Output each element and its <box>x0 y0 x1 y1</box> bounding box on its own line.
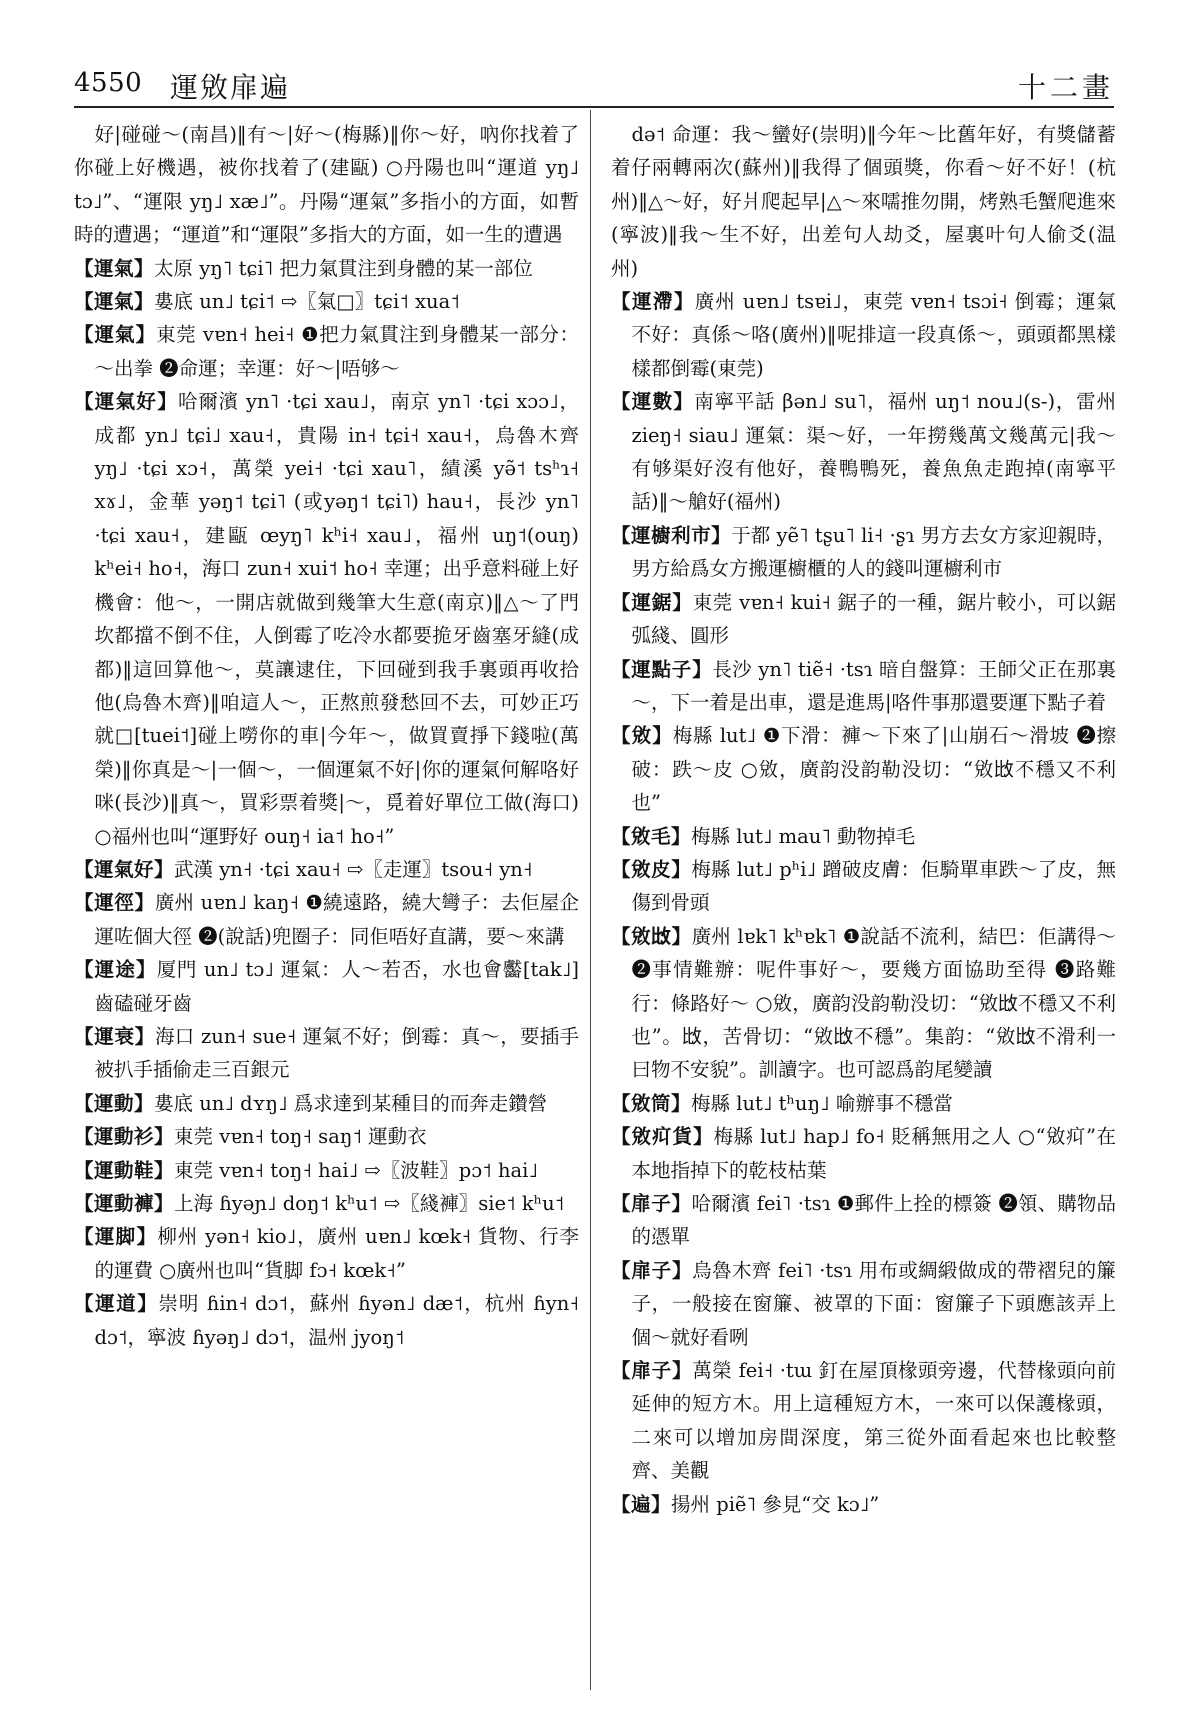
dictionary-entry: 【運衰】海口 zun˧ sue˧ 運氣不好；倒霉：真～，要插手被扒手插偷走三百銀元 <box>74 1024 579 1082</box>
dictionary-entry: 【運脚】柳州 yən˧ kio˩，廣州 uɐn˩ kœk˧ 貨物、行李的運費 ○廣州也叫“貨脚 fɔ˧ kœk˧” <box>74 1225 579 1282</box>
dictionary-entry: 【運氣好】武漢 yn˧ ·tɕi xau˧ ⇨〖走運〗tsou˧ yn˧ <box>74 857 533 881</box>
running-head: 運敓扉遍 <box>170 71 291 104</box>
dictionary-entry: 【敓㽱貨】梅縣 lut˩ hap˩ fo˧ 貶稱無用之人 ○“敓㽱”在本地指掉下的乾枝枯葉 <box>611 1125 1116 1182</box>
dictionary-entry: 【運滯】廣州 uɐn˩ tsɐi˩，東莞 vɐn˧ tsɔi˧ 倒霉；運氣不好：真係～咯(廣州)‖呢排這一段真係～，頭頭都黑樣樣都倒霉(東莞) <box>611 290 1116 380</box>
dictionary-entry: 【敓皮】梅縣 lut˩ pʰi˩ 蹭破皮膚：佢騎單車跌～了皮，無傷到骨頭 <box>611 857 1116 915</box>
dictionary-entry: 【運動鞋】東莞 vɐn˧ toŋ˧ hai˩ ⇨〖波鞋〗pɔ˦ hai˩ <box>74 1158 539 1182</box>
dictionary-entry: 【運氣】東莞 vɐn˧ hei˧ ❶把力氣貫注到身體某一部分：～出拳 ❷命運；幸運：好～|唔够～ <box>74 323 579 380</box>
dictionary-entry: 【運途】厦門 un˩ tɔ˩ 運氣：人～若否，水也會齾[tak˩]齒磕碰牙齒 <box>74 958 579 1015</box>
stroke-count-label: 十二畫 <box>1017 71 1114 104</box>
dictionary-entry: 【運動】婁底 un˩ dʏŋ˩ 爲求達到某種目的而奔走鑽營 <box>74 1091 548 1115</box>
dictionary-entry: 【運鋸】東莞 vɐn˧ kui˧ 鋸子的一種，鋸片較小，可以鋸弧綫、圓形 <box>611 590 1116 648</box>
dictionary-entry: 【運點子】長沙 yn˥ tiẽ˧ ·tsɿ 暗自盤算：王師父正在那裏～，下一着是出車，還是進馬|咯件事那還要運下點子着 <box>611 657 1116 714</box>
dictionary-entry: 好|碰碰～(南昌)‖有～|好～(梅縣)‖你～好，吶你找着了你碰上好機遇，被你找着了(建甌) ○丹陽也叫“運道 yŋ˩ tɔ˩”、“運限 yŋ˩ xæ˩”。丹陽“運氣”多指小的方面，如暫時的遭遇；“運道”和“運限”多指大的方面，如一生的遭遇 <box>74 123 579 247</box>
dictionary-entry: 【運氣】太原 yŋ˥ tɕi˥ 把力氣貫注到身體的某一部位 <box>74 256 533 280</box>
left-column <box>74 118 579 1698</box>
dictionary-entry: 【運氣好】哈爾濱 yn˥ ·tɕi xau˩，南京 yn˥ ·tɕi xɔɔ˩，成都 yn˩ tɕi˩ xau˧，貴陽 in˧ tɕi˧ xau˧，烏魯木齊 yŋ˩ ·tɕi xɔ˧，萬榮 yei˧ ·tɕi xau˥，績溪 yə̃˦ tsʰɿ˧ xɤ˩，金華 yəŋ˦ tɕi˥ (或yəŋ˦ tɕi˥) hau˧，長沙 yn˥ ·tɕi xau˧，建甌 œyŋ˥ kʰi˧ xau˩，福州 uŋ˦(ouŋ) kʰei˧ ho˧，海口 zun˧ xui˦ ho˧ 幸運；出乎意料碰上好機會：他～，一開店就做到幾筆大生意(南京)‖△～了門坎都擋不倒不住，人倒霉了吃冷水都要㧪牙齒塞牙縫(成都)‖這回算他～，莫讓逮住，下回碰到我手裏頭再收拾他(烏魯木齊)‖咱這人～，正熬煎發愁回不去，可妙正巧就□[tuei˦]碰上嘮你的車|今年～，做買賣掙下錢啦(萬榮)‖你真是～|一個～，一個運氣不好|你的運氣何解咯好咪(長沙)‖真～，買彩票着獎|～，覓着好單位工做(海口) ○福州也叫“運野好 ouŋ˧ ia˦ ho˧” <box>74 390 579 848</box>
column-divider <box>590 110 591 1690</box>
dictionary-entry: 【敓𢻹】廣州 lɐk˥ kʰɐk˥ ❶說話不流利，結巴：佢講得～ ❷事情難辦：呢件事好～，要幾方面協助至得 ❸路難行：條路好～ ○敓，廣韵没韵勒没切：“敓𢻹不穩又不利也”。𢻹，苦骨切：“敓𢻹不穩”。集韵：“敓𢻹不滑利一曰物不安貌”。訓讀字。也可認爲韵尾變讀 <box>611 924 1116 1082</box>
dictionary-entry: 【敓毛】梅縣 lut˩ mau˥ 動物掉毛 <box>611 824 916 848</box>
page-header <box>74 62 1114 102</box>
dictionary-entry: 【運數】南寧平話 βən˩ su˥，福州 uŋ˦ nou˩(s-)，雷州 zieŋ˧ siau˩ 運氣：渠～好，一年撈幾萬文幾萬元|我～有够渠好沒有他好，養鴨鴨死，養魚魚走跑掉(南寧平話)‖～艙好(福州) <box>611 390 1116 514</box>
dictionary-entry: də˦ 命運：我～蠻好(崇明)‖今年～比舊年好，有獎儲蓄着仔兩轉兩次(蘇州)‖我得了個頭獎，你看～好不好！(杭州)‖△～好，好爿爬起早|△～來嚅推勿開，烤熟毛蟹爬進來(寧波)‖我～生不好，出差句人劫爻，屋裏叶句人偷爻(温州) <box>611 123 1116 280</box>
dictionary-entry: 【運道】崇明 ɦin˧ dɔ˦，蘇州 ɦyən˩ dæ˦，杭州 ɦyn˧ dɔ˦，寧波 ɦyəŋ˩ dɔ˦，温州 jyoŋ˦ <box>74 1292 579 1349</box>
dictionary-entry: 【扉子】哈爾濱 fei˥ ·tsɿ ❶郵件上拴的標簽 ❷領、購物品的憑單 <box>611 1192 1116 1249</box>
dictionary-entry: 【運櫥利市】于都 yẽ˥ tʂu˥ li˧ ·ʂɿ 男方去女方家迎親時，男方給爲女方搬運櫥櫃的人的錢叫運櫥利市 <box>611 523 1116 581</box>
header-rule <box>74 106 1114 108</box>
page-number: 4550 <box>74 68 143 98</box>
dictionary-entry: 【運動衫】東莞 vɐn˧ toŋ˧ saŋ˦ 運動衣 <box>74 1125 427 1149</box>
dictionary-entry: 【敓筒】梅縣 lut˩ tʰuŋ˩ 喻辦事不穩當 <box>611 1091 953 1115</box>
right-column <box>611 118 1116 1698</box>
dictionary-entry: 【扉子】烏魯木齊 fei˥ ·tsɿ 用布或綢緞做成的帶褶兒的簾子，一般接在窗簾、被罩的下面：窗簾子下頭應該弄上個～就好看咧 <box>611 1258 1116 1349</box>
dictionary-entry: 【運動褲】上海 ɦyəɲ˩ doŋ˦ kʰu˦ ⇨〖綫褲〗sie˦ kʰu˦ <box>74 1192 565 1215</box>
dictionary-entry: 【敓】梅縣 lut˩ ❶下滑：褲～下來了|山崩石～滑坡 ❷擦破：跌～皮 ○敓，廣韵没韵勒没切：“敓𢻹不穩又不利也” <box>611 724 1116 815</box>
dictionary-entry: 【遍】揚州 piẽ˥ 參見“交 kɔ˩” <box>611 1492 880 1516</box>
dictionary-entry: 【扉子】萬榮 fei˧ ·tɯ 釘在屋頂椽頭旁邊，代替椽頭向前延伸的短方木。用上這種短方木，一來可以保護椽頭，二來可以增加房間深度，第三從外面看起來也比較整齊、美觀 <box>611 1359 1116 1483</box>
dictionary-entry: 【運徑】廣州 uɐn˩ kaŋ˧ ❶繞遠路，繞大彎子：去佢屋企運咗個大徑 ❷(說話)兜圈子：同佢唔好直講，要～來講 <box>74 891 579 948</box>
dictionary-entry: 【運氣】婁底 un˩ tɕi˦ ⇨〖氣□〗tɕi˦ xua˦ <box>74 290 460 314</box>
